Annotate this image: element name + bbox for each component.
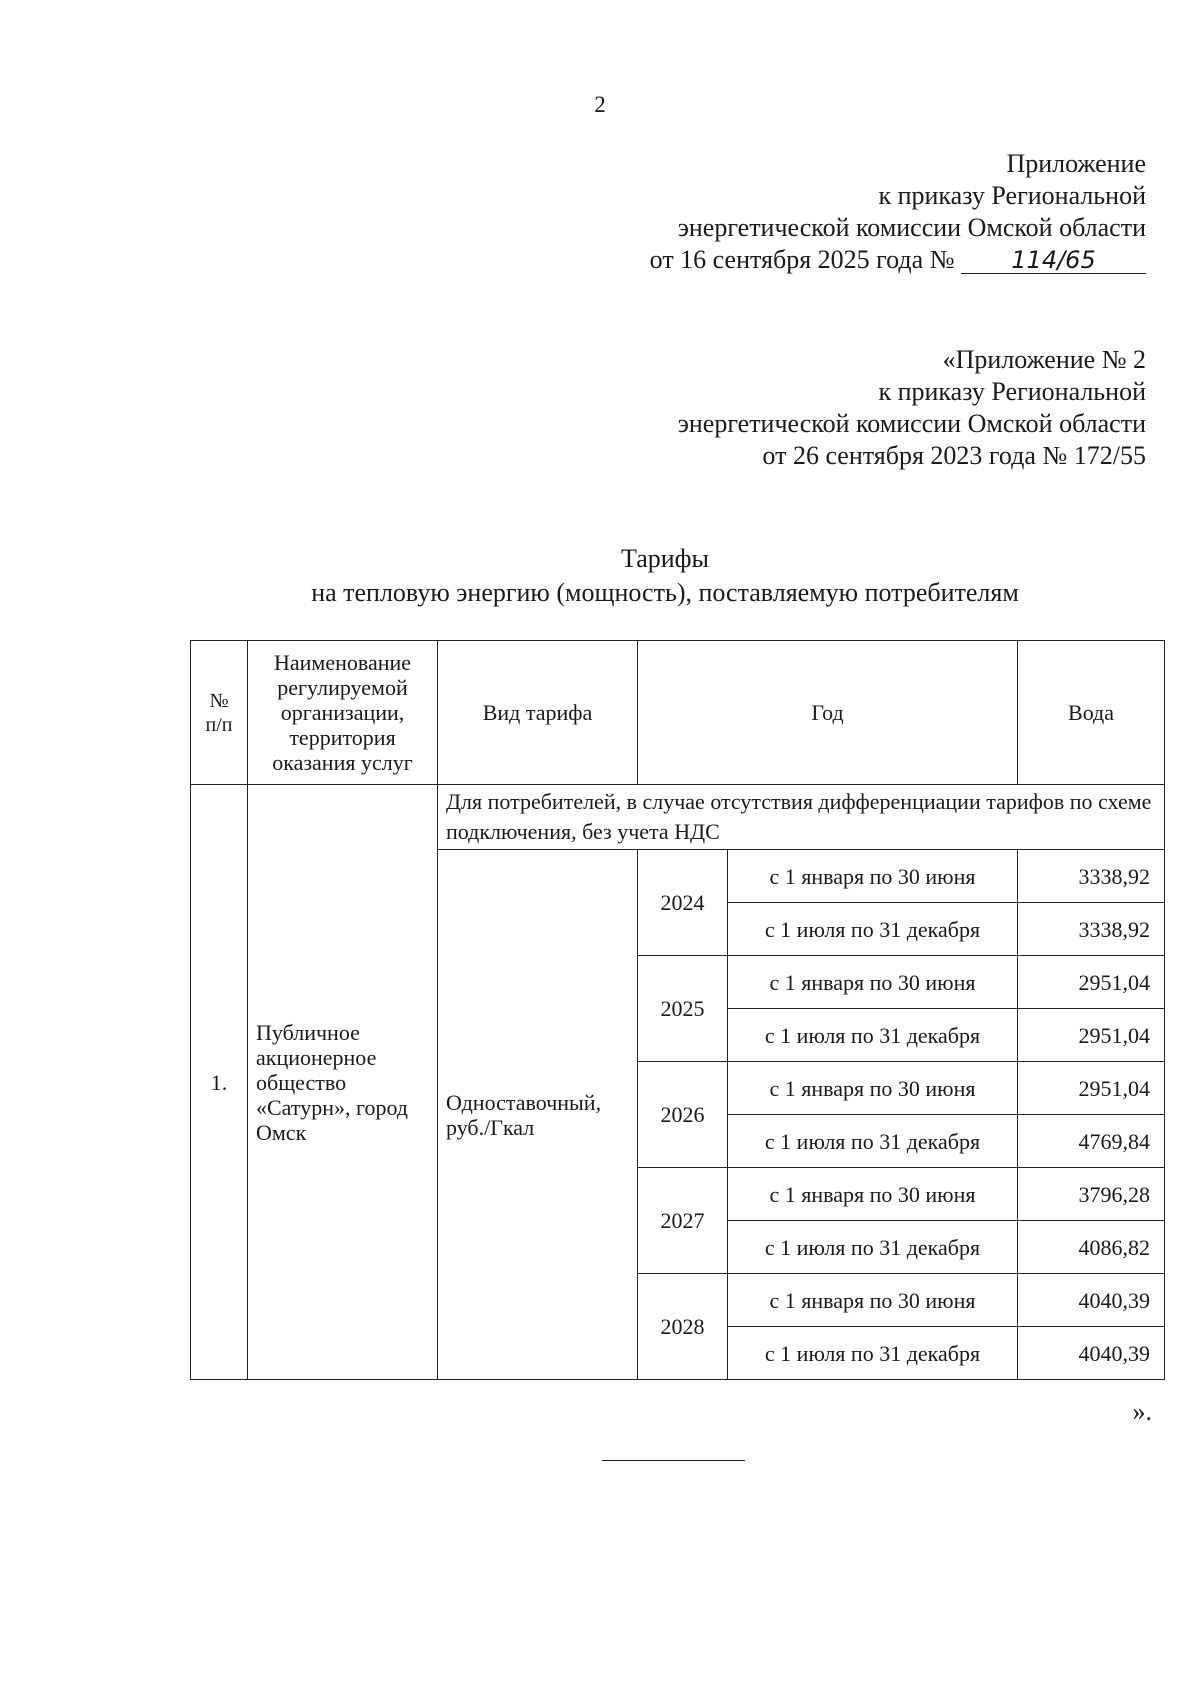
previous-appendix-header <box>526 344 1146 472</box>
header-num: № п/п <box>191 641 248 785</box>
period-cell: с 1 января по 30 июня <box>728 1168 1018 1221</box>
value-cell: 2951,04 <box>1018 1062 1165 1115</box>
header-organization: Наименование регулируемой организации, территория оказания услуг <box>248 641 438 785</box>
table-row <box>191 785 1165 850</box>
value-cell: 2951,04 <box>1018 956 1165 1009</box>
appendix-line: к приказу Региональной <box>878 181 1146 210</box>
value-cell: 4040,39 <box>1018 1274 1165 1327</box>
tariff-type: Одноставочный, руб./Гкал <box>438 850 638 1380</box>
year-cell: 2026 <box>638 1062 728 1168</box>
period-cell: с 1 января по 30 июня <box>728 1274 1018 1327</box>
appendix-line: к приказу Региональной <box>878 377 1146 406</box>
table-header-row <box>191 641 1165 785</box>
header-water: Вода <box>1018 641 1165 785</box>
appendix-line: «Приложение № 2 <box>942 345 1146 374</box>
value-cell: 4040,39 <box>1018 1327 1165 1380</box>
row-number: 1. <box>191 785 248 1380</box>
consumer-note: Для потребителей, в случае отсутствия дифференциации тарифов по схеме подключения, без учета НДС <box>438 785 1165 850</box>
value-cell: 3338,92 <box>1018 850 1165 903</box>
page-number: 2 <box>594 92 606 117</box>
value-cell: 3796,28 <box>1018 1168 1165 1221</box>
closing-quote-mark: ». <box>1132 1397 1152 1426</box>
period-cell: с 1 июля по 31 декабря <box>728 1221 1018 1274</box>
period-cell: с 1 июля по 31 декабря <box>728 1327 1018 1380</box>
appendix-line: энергетической комиссии Омской области <box>677 409 1146 438</box>
year-cell: 2027 <box>638 1168 728 1274</box>
tariff-table <box>190 640 1165 1380</box>
end-divider-line <box>602 1460 745 1461</box>
value-cell: 3338,92 <box>1018 903 1165 956</box>
appendix-line: Приложение <box>1006 149 1146 178</box>
appendix-date-line <box>526 244 1146 276</box>
value-cell: 2951,04 <box>1018 1009 1165 1062</box>
appendix-header <box>526 148 1146 276</box>
appendix-line: энергетической комиссии Омской области <box>677 213 1146 242</box>
period-cell: с 1 июля по 31 декабря <box>728 1009 1018 1062</box>
document-title <box>0 542 1200 610</box>
title-line: на тепловую энергию (мощность), поставляемую потребителям <box>311 578 1019 607</box>
year-cell: 2025 <box>638 956 728 1062</box>
period-cell: с 1 января по 30 июня <box>728 850 1018 903</box>
appendix-date: от 16 сентября 2025 года № <box>649 245 955 274</box>
appendix-line: от 26 сентября 2023 года № 172/55 <box>762 441 1146 470</box>
period-cell: с 1 июля по 31 декабря <box>728 1115 1018 1168</box>
header-year: Год <box>638 641 1018 785</box>
title-line: Тарифы <box>620 544 709 573</box>
value-cell: 4769,84 <box>1018 1115 1165 1168</box>
period-cell: с 1 января по 30 июня <box>728 1062 1018 1115</box>
header-tariff-type: Вид тарифа <box>438 641 638 785</box>
period-cell: с 1 июля по 31 декабря <box>728 903 1018 956</box>
organization-name: Публичное акционерное общество «Сатурн», город Омск <box>248 785 438 1380</box>
handwritten-order-number: 114/65 <box>961 247 1146 274</box>
year-cell: 2028 <box>638 1274 728 1380</box>
value-cell: 4086,82 <box>1018 1221 1165 1274</box>
year-cell: 2024 <box>638 850 728 956</box>
period-cell: с 1 января по 30 июня <box>728 956 1018 1009</box>
